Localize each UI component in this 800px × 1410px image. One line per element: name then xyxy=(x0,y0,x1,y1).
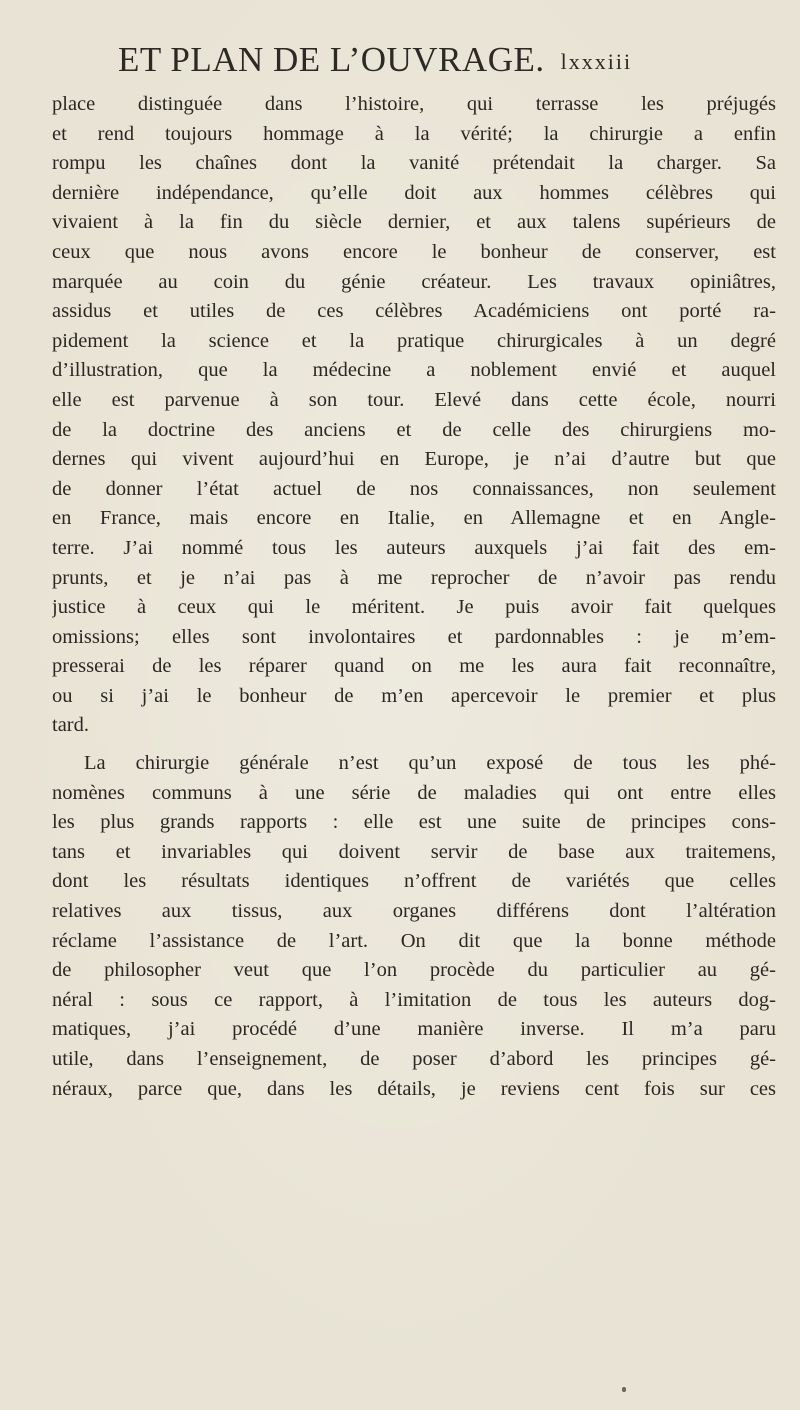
text-line: les plus grands rapports : elle est une suite de principes cons- xyxy=(52,811,776,834)
text-line: relatives aux tissus, aux organes différens dont l’altération xyxy=(52,900,776,923)
paragraph-2 xyxy=(52,749,776,1104)
text-line: justice à ceux qui le méritent. Je puis avoir fait quelques xyxy=(52,596,776,619)
text-line: d’illustration, que la médecine a noblement envié et auquel xyxy=(52,359,776,382)
text-line: tans et invariables qui doivent servir de base aux traitemens, xyxy=(52,840,776,863)
text-line: dont les résultats identiques n’offrent de variétés que celles xyxy=(52,870,776,893)
text-line: matiques, j’ai procédé d’une manière inverse. Il m’a paru xyxy=(52,1018,776,1041)
text-line: elle est parvenue à son tour. Elevé dans cette école, nourri xyxy=(52,388,776,411)
text-line: prunts, et je n’ai pas à me reprocher de n’avoir pas rendu xyxy=(52,566,776,589)
text-line: néraux, parce que, dans les détails, je reviens cent fois sur ces xyxy=(52,1077,776,1100)
text-line: vivaient à la fin du siècle dernier, et aux talens supérieurs de xyxy=(52,211,776,234)
text-line: omissions; elles sont involontaires et pardonnables : je m’em- xyxy=(52,625,776,648)
text-line: nomènes communs à une série de maladies qui ont entre elles xyxy=(52,781,776,804)
ink-speck xyxy=(622,1387,626,1392)
paragraph-gap xyxy=(52,741,776,749)
running-header xyxy=(118,40,798,90)
text-line: marquée au coin du génie créateur. Les travaux opiniâtres, xyxy=(52,270,776,293)
text-line: ou si j’ai le bonheur de m’en apercevoir le premier et plus xyxy=(52,684,776,707)
body-text xyxy=(52,90,776,1104)
text-line: utile, dans l’enseignement, de poser d’abord les principes gé- xyxy=(52,1048,776,1070)
paragraph-1 xyxy=(52,90,776,741)
text-line: rompu les chaînes dont la vanité prétendait la charger. Sa xyxy=(52,152,776,175)
text-line: terre. J’ai nommé tous les auteurs auxquels j’ai fait des em- xyxy=(52,536,776,559)
text-line: de philosopher veut que l’on procède du particulier au gé- xyxy=(52,959,776,982)
text-line: en France, mais encore en Italie, en Allemagne et en Angle- xyxy=(52,507,776,530)
text-line: presserai de les réparer quand on me les aura fait reconnaître, xyxy=(52,655,776,678)
running-title: ET PLAN DE L’OUVRAGE. xyxy=(118,40,545,79)
text-line: ceux que nous avons encore le bonheur de conserver, est xyxy=(52,240,776,263)
text-line: dernière indépendance, qu’elle doit aux hommes célèbres qui xyxy=(52,181,776,204)
text-line: dernes qui vivent aujourd’hui en Europe, je n’ai d’autre but que xyxy=(52,448,776,471)
text-line: de la doctrine des anciens et de celle des chirurgiens mo- xyxy=(52,418,776,441)
page-number: lxxxiii xyxy=(560,49,633,74)
text-line: place distinguée dans l’histoire, qui terrasse les préjugés xyxy=(52,93,776,115)
text-line: de donner l’état actuel de nos connaissances, non seulement xyxy=(52,477,776,500)
text-line: assidus et utiles de ces célèbres Académiciens ont porté ra- xyxy=(52,300,776,323)
text-line: et rend toujours hommage à la vérité; la chirurgie a enfin xyxy=(52,122,776,145)
text-line: pidement la science et la pratique chirurgicales à un degré xyxy=(52,329,776,352)
text-line: tard. xyxy=(52,714,89,737)
text-line: La chirurgie générale n’est qu’un exposé de tous les phé- xyxy=(84,752,776,775)
text-line: réclame l’assistance de l’art. On dit que la bonne méthode xyxy=(52,929,776,952)
text-line: néral : sous ce rapport, à l’imitation de tous les auteurs dog- xyxy=(52,988,776,1011)
